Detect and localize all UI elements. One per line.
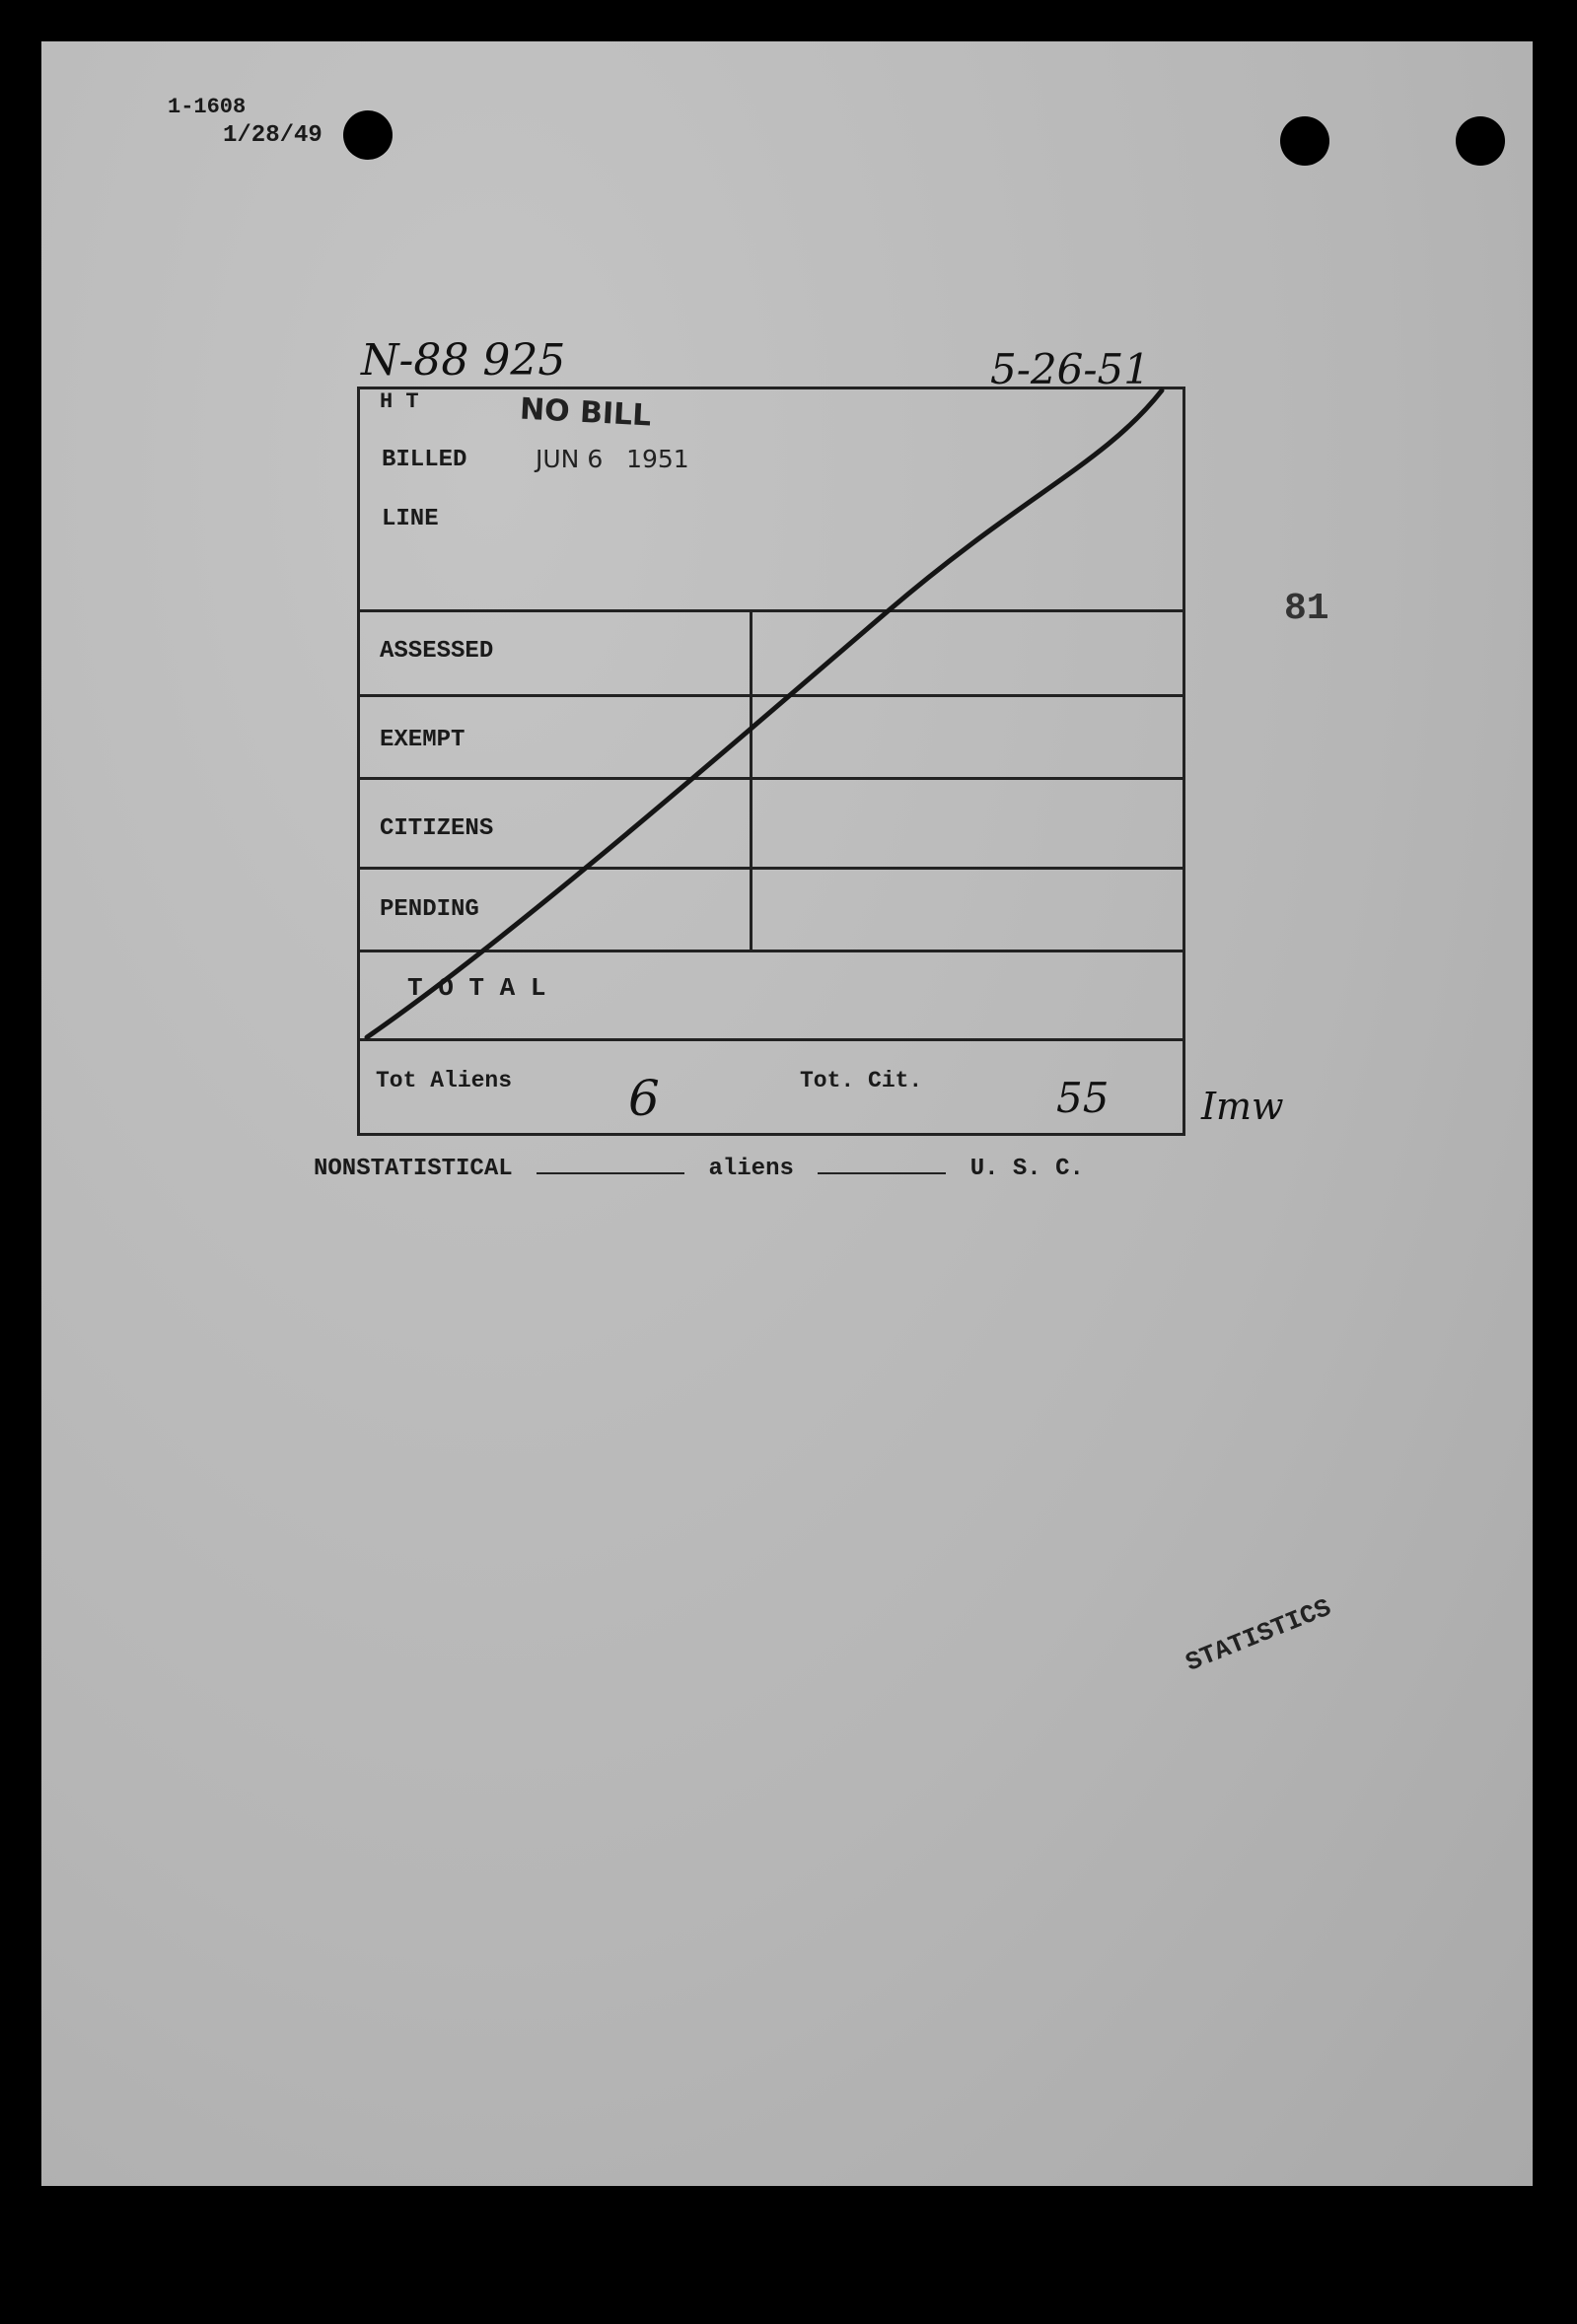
tot-aliens-label: Tot Aliens: [376, 1068, 513, 1093]
total-label: T O T A L: [407, 973, 546, 1003]
tot-cit-label: Tot. Cit.: [800, 1068, 923, 1093]
statistics-stamp: STATISTICS: [1182, 1592, 1335, 1678]
billed-label: BILLED: [382, 447, 467, 473]
corner-ref-line1: 1-1608: [168, 95, 247, 119]
margin-number: 81: [1284, 588, 1329, 630]
line-label: LINE: [382, 506, 439, 532]
billed-date: JUN 6 1951: [536, 445, 689, 473]
aliens-label: aliens: [708, 1156, 794, 1182]
row-label-exempt: EXEMPT: [380, 727, 466, 753]
tot-cit-value: 55: [1056, 1074, 1110, 1122]
nonstatistical-label: NONSTATISTICAL: [314, 1156, 513, 1182]
row-label-assessed: ASSESSED: [380, 638, 494, 665]
handwritten-file-number: N-88 925: [361, 335, 566, 386]
ht-label: H T: [380, 389, 419, 414]
usc-label: U. S. C.: [969, 1156, 1084, 1182]
handwritten-date: 5-26-51: [990, 345, 1150, 393]
no-bill-stamp: NO BILL: [519, 391, 653, 434]
row-label-pending: PENDING: [380, 896, 479, 923]
corner-ref-line2: 1/28/49: [223, 122, 323, 149]
tot-aliens-value: 6: [628, 1070, 660, 1127]
handwritten-initials: Imw: [1201, 1085, 1284, 1128]
row-label-citizens: CITIZENS: [380, 815, 494, 842]
